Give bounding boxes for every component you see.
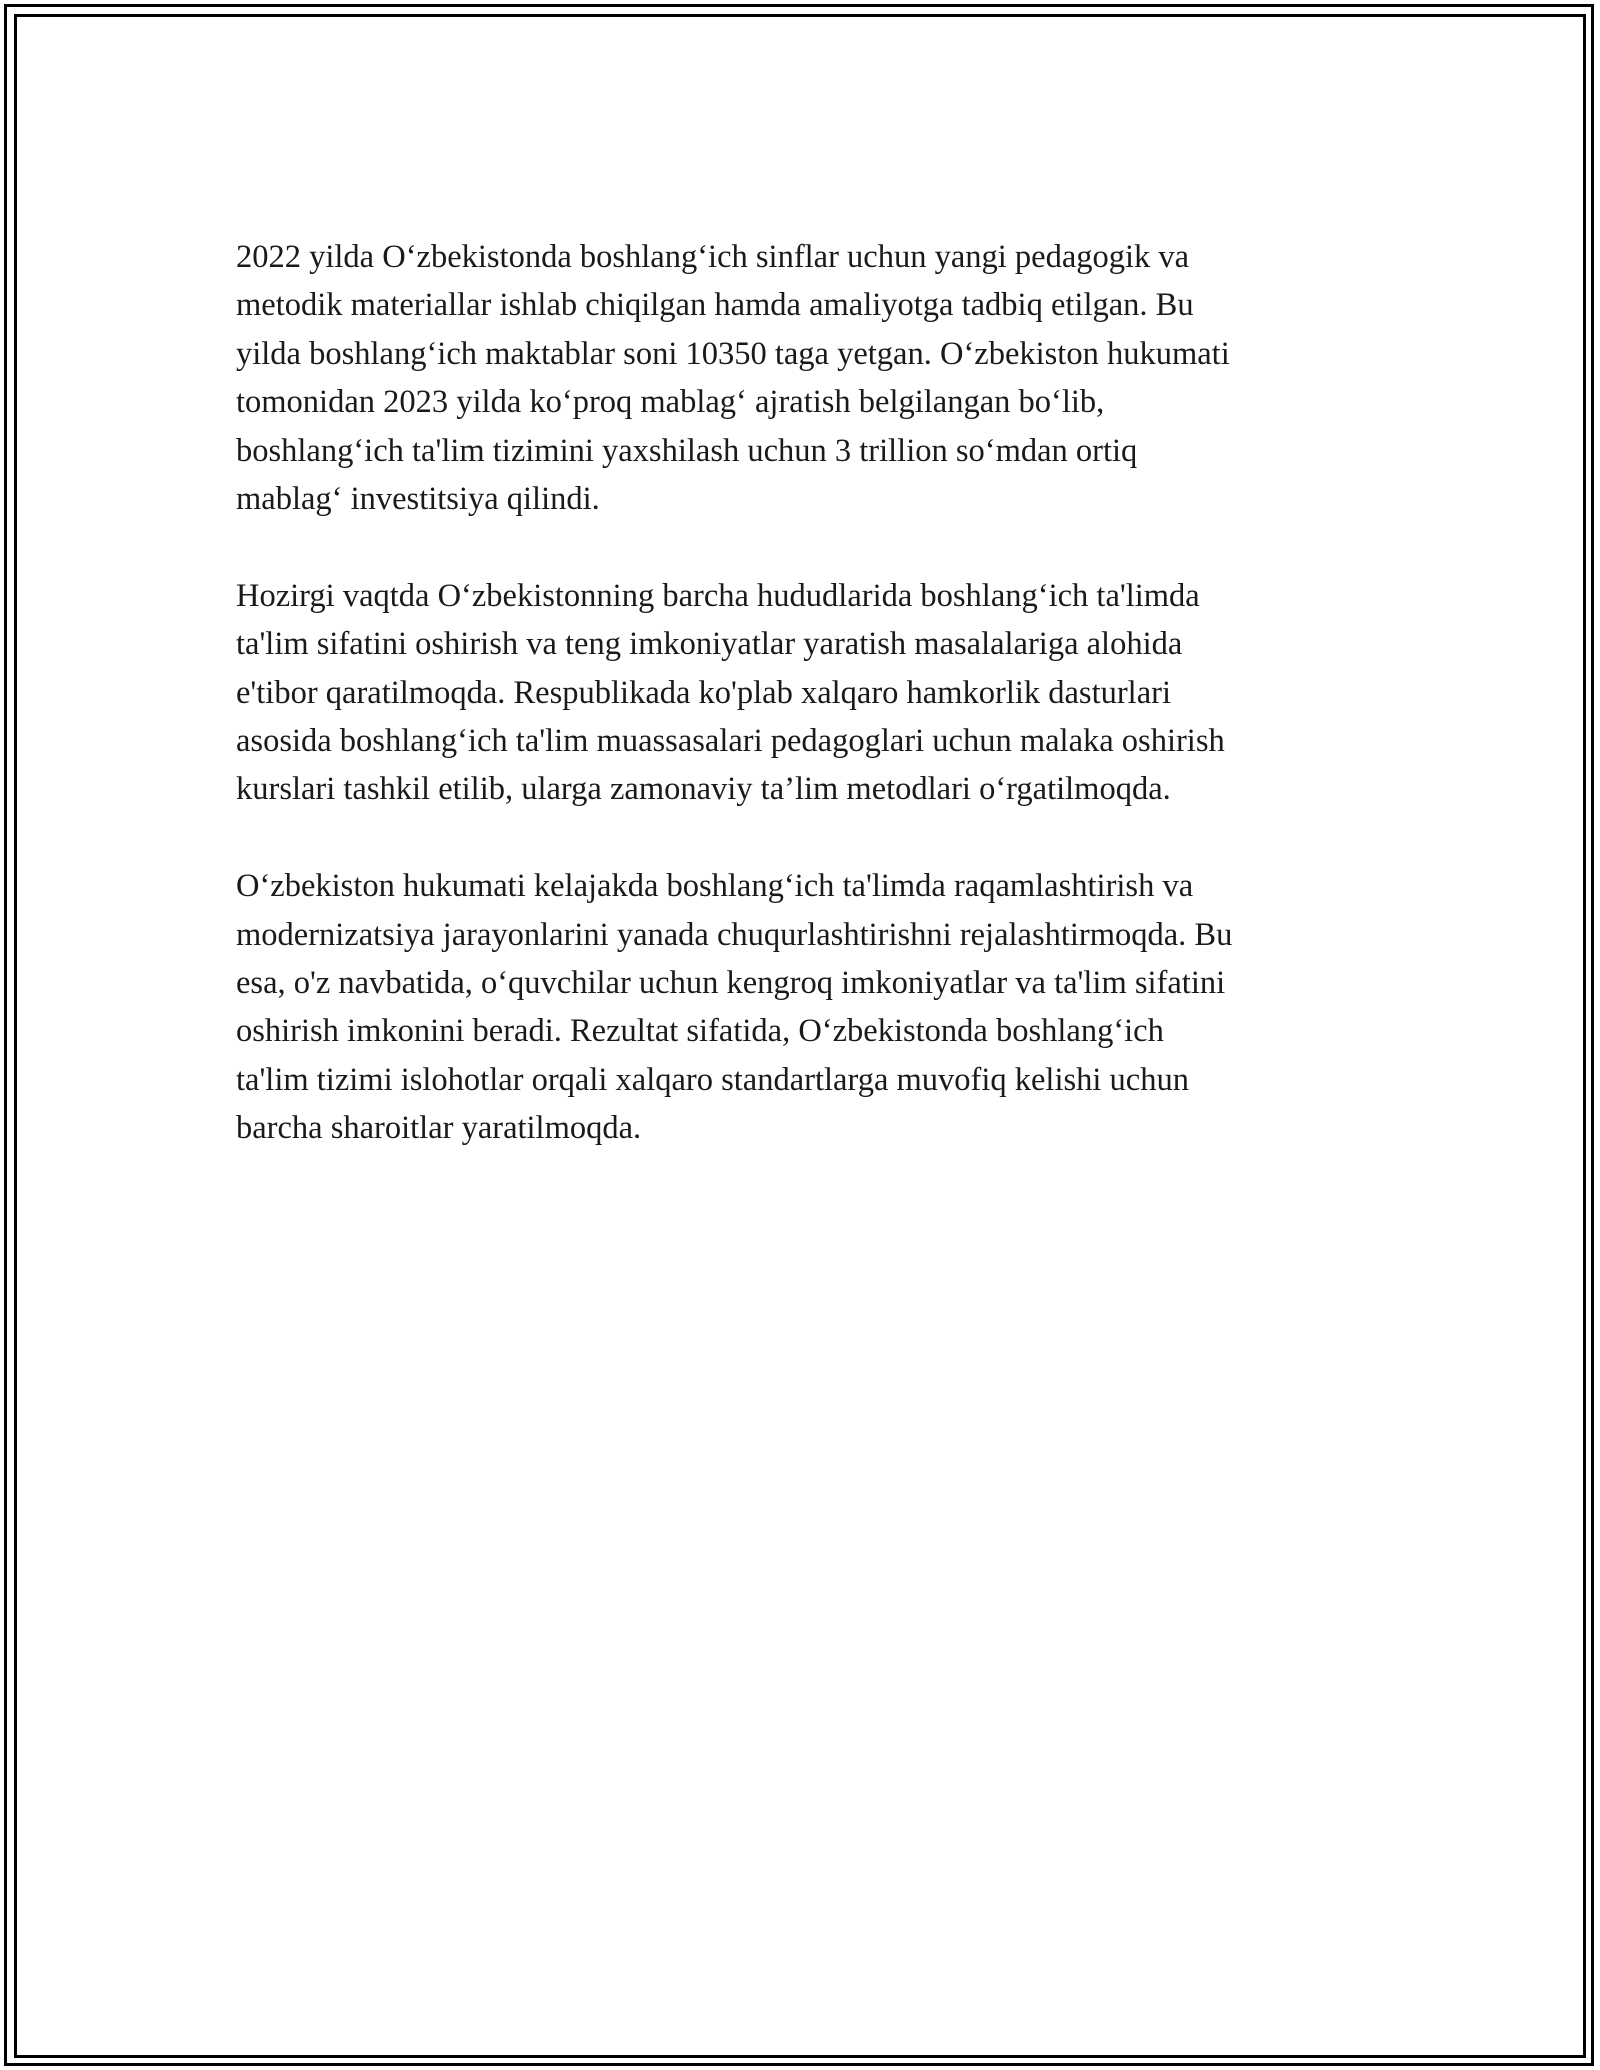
text-line: esa, o'z navbatida, o‘quvchilar uchun kengroq imkoniyatlar va ta'lim sifatini (236, 965, 1226, 1002)
paragraph-1 (236, 233, 1370, 523)
text-line: kurslari tashkil etilib, ularga zamonaviy ta’lim metodlari o‘rgatilmoqda. (236, 771, 1171, 808)
text-line: tomonidan 2023 yilda ko‘proq mablag‘ ajratish belgilangan bo‘lib, (236, 384, 1105, 421)
text-line: barcha sharoitlar yaratilmoqda. (236, 1110, 642, 1147)
text-line: yilda boshlang‘ich maktablar soni 10350 taga yetgan. O‘zbekiston hukumati (236, 335, 1230, 372)
paragraph-2 (236, 572, 1370, 814)
document-body (236, 233, 1370, 1201)
text-line: metodik materiallar ishlab chiqilgan hamda amaliyotga tadbiq etilgan. Bu (236, 287, 1194, 324)
text-line: 2022 yilda O‘zbekistonda boshlang‘ich sinflar uchun yangi pedagogik va (236, 239, 1190, 275)
text-line: ta'lim tizimi islohotlar orqali xalqaro standartlarga muvofiq kelishi uchun (236, 1061, 1189, 1098)
text-line: Hozirgi vaqtda O‘zbekistonning barcha hududlarida boshlang‘ich ta'limda (236, 577, 1200, 614)
text-line: mablag‘ investitsiya qilindi. (236, 481, 600, 518)
text-line: boshlang‘ich ta'lim tizimini yaxshilash uchun 3 trillion so‘mdan ortiq (236, 432, 1138, 469)
text-line: oshirish imkonini beradi. Rezultat sifatida, O‘zbekistonda boshlang‘ich (236, 1013, 1164, 1050)
text-line: modernizatsiya jarayonlarini yanada chuqurlashtirishni rejalashtirmoqda. Bu (236, 916, 1233, 953)
text-line: O‘zbekiston hukumati kelajakda boshlang‘ich ta'limda raqamlashtirish va (236, 868, 1194, 905)
text-line: asosida boshlang‘ich ta'lim muassasalari pedagoglari uchun malaka oshirish (236, 723, 1225, 760)
text-line: e'tibor qaratilmoqda. Respublikada ko'plab xalqaro hamkorlik dasturlari (236, 674, 1171, 711)
paragraph-3 (236, 862, 1370, 1152)
text-line: ta'lim sifatini oshirish va teng imkoniyatlar yaratish masalalariga alohida (236, 626, 1183, 663)
